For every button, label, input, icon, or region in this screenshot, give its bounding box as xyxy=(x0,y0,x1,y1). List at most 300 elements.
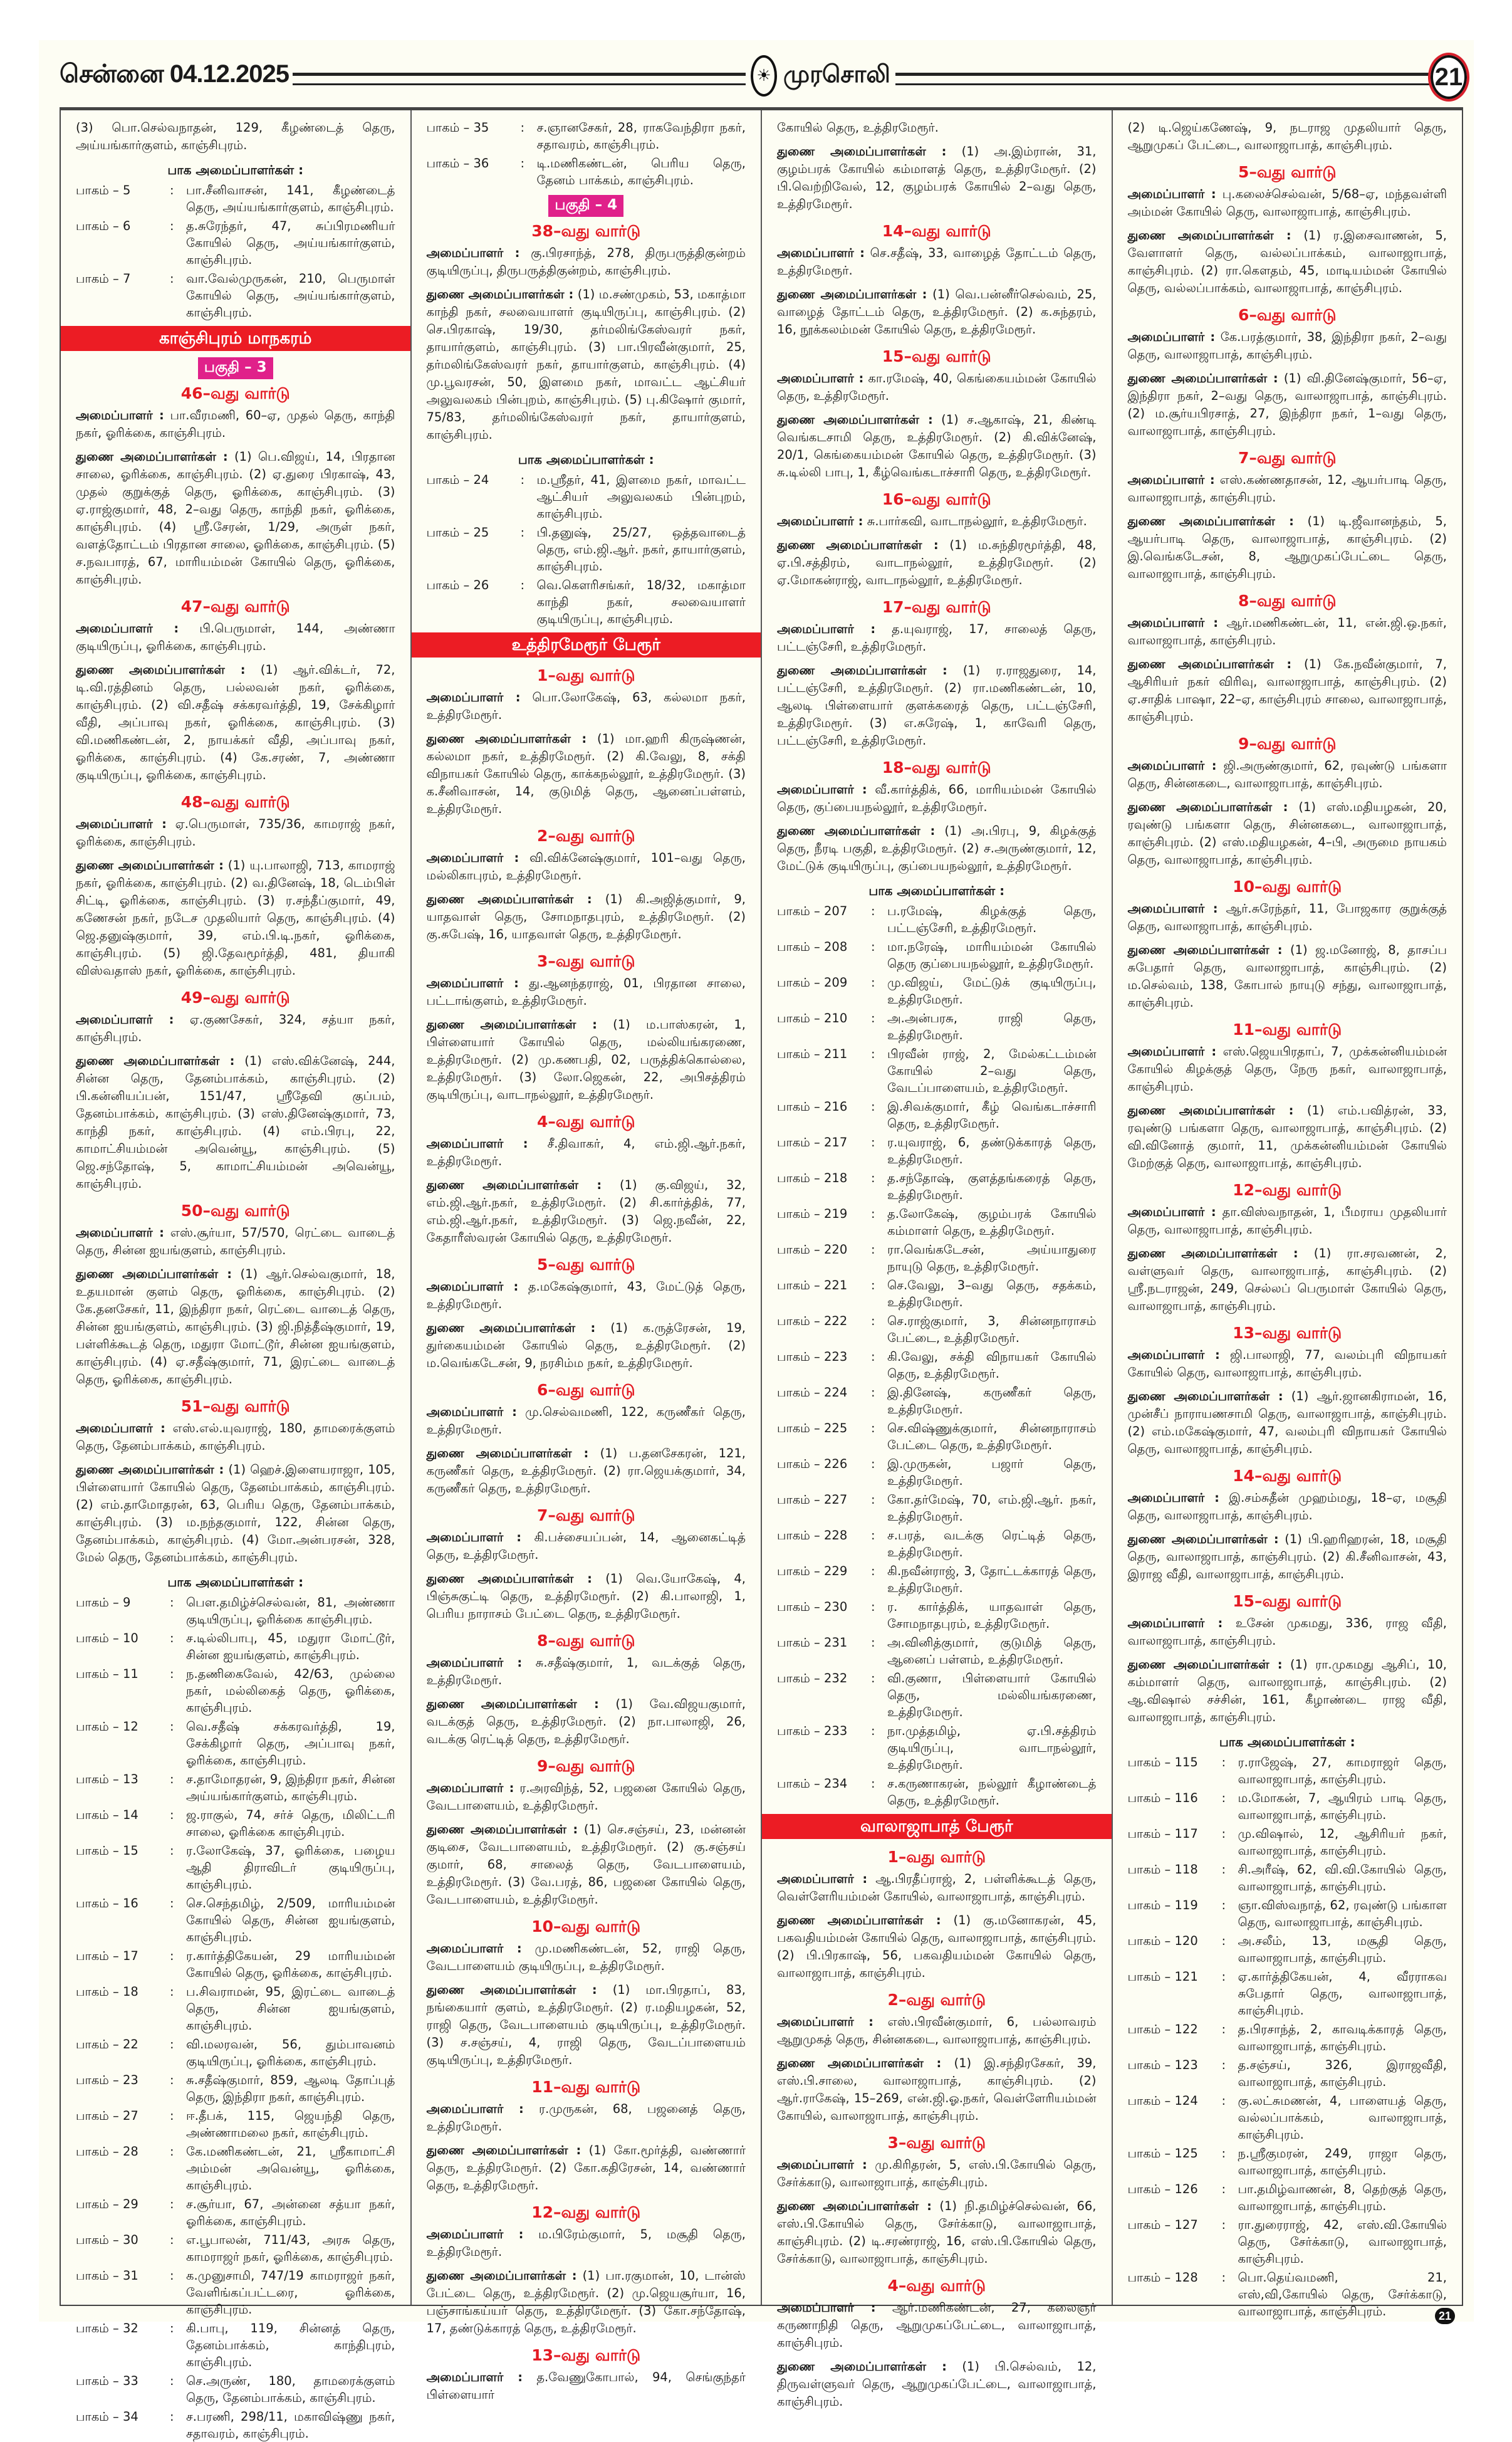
masthead xyxy=(60,55,1469,97)
division-tag: பகுதி – 3 xyxy=(198,357,273,379)
booth-number: பாகம் – 5 xyxy=(76,183,131,197)
organiser-entry xyxy=(1128,799,1447,869)
ward-heading: 2–வது வார்டு xyxy=(887,1991,986,2009)
entry-label: துணை அமைப்பாளர்கள் : xyxy=(426,1321,596,1335)
separator: : xyxy=(1221,2146,1226,2161)
ward-heading: 8–வது வார்டு xyxy=(536,1632,635,1650)
booth-entry xyxy=(777,1384,1097,1418)
booth-number: பாகம் – 120 xyxy=(1127,1934,1198,1948)
entry-label: அமைப்பாளர் : xyxy=(1127,473,1215,487)
entry-label: அமைப்பாளர் : xyxy=(426,246,520,260)
entry-text: (1) ரா.சரவணன், 2, வள்ளுவர் தெரு, வாலாஜாபாத், காஞ்சிபுரம். (2) ஸ்ரீ.நடராஜன், 249, செல்லப் பெருமாள் கோயில் தெரு, வாலாஜாபாத், காஞ்சிபுரம். xyxy=(1127,1246,1447,1313)
booth-entry xyxy=(76,1718,395,1769)
ward-heading: 11–வது வார்டு xyxy=(531,2078,641,2096)
booth-entry xyxy=(1128,1754,1447,1788)
separator: : xyxy=(170,2233,174,2247)
separator: : xyxy=(871,1671,875,1685)
separator: : xyxy=(1221,2022,1226,2036)
booth-organiser: பிரவீன் ராஜ், 2, மேல்கட்டம்மன் கோயில் 2–வது தெரு, வேடப்பாளையம், உத்திரமேரூர். xyxy=(887,1047,1097,1095)
booth-organiser: ச.தாமோதரன், 9, இந்திரா நகர், சின்ன அய்யங்கார்குளம், காஞ்சிபுரம். xyxy=(186,1772,395,1803)
entry-label: அமைப்பாளர் : xyxy=(426,690,521,705)
booth-number: பாகம் – 28 xyxy=(76,2144,138,2159)
organiser-entry xyxy=(1128,227,1447,297)
entry-text: உசேன் முகமது, 336, ராஜ வீதி, வாலாஜாபாத், காஞ்சிபுரம். xyxy=(1127,1616,1447,1648)
organiser-entry xyxy=(777,781,1097,816)
organiser-entry xyxy=(427,2100,746,2135)
separator: : xyxy=(170,219,174,233)
ward-heading: 3–வது வார்டு xyxy=(887,2134,986,2152)
booth-organiser: ந.ஸ்ரீகுமரன், 249, ராஜா தெரு, வாலாஜாபாத், காஞ்சிபுரம். xyxy=(1238,2146,1447,2177)
column-1 xyxy=(61,110,412,2441)
organiser-entry xyxy=(1128,656,1447,726)
separator: : xyxy=(1221,2270,1226,2285)
separator: : xyxy=(871,975,875,990)
booth-organiser: த.சந்தோஷ், குளத்தங்கரைத் தெரு, உத்திரமேரூர். xyxy=(887,1171,1097,1202)
entry-text: (1) ப.தனசேகரன், 121, கருணீகர் தெரு, உத்திரமேரூர். (2) ரா.ஜெயக்குமார், 34, கருணீகர் தெரு, உத்திரமேரூர். xyxy=(426,1446,746,1496)
ward-heading: 49–வது வார்டு xyxy=(180,988,290,1007)
entry-text: (1) யு.பாலாஜி, 713, காமராஜ் நகர், ஓரிக்கை, காஞ்சிபுரம். (2) வ.தினேஷ், 18, டெம்பிள் சிட்டி, ஓரிக்கை, காஞ்சிபுரம். (3) ர.சந்தீப்குமார், 49, கணேசன் நகர், நடேச முதலியார் தெரு, காஞ்சிபுரம். (4) ஜெ.தனுஷ்குமார், 39, எம்.பி.டி.நகர், ஓரிக்கை, காஞ்சிபுரம். (5) ஜி.தேவமூர்த்தி, 481, தியாகி விஸ்வதாஸ் நகர், ஓரிக்கை, காஞ்சிபுரம். xyxy=(76,858,395,978)
organiser-entry xyxy=(427,1529,746,1564)
booth-entry xyxy=(76,2143,395,2194)
organiser-entry xyxy=(427,244,746,280)
organiser-entry xyxy=(777,143,1097,213)
entry-text: (1) அ.பிரபு, 9, கிழக்குத் தெரு, நீரடி பகுதி, உத்திரமேரூர். (2) ச.அருண்குமார், 12, மேட்டுக் குடியிருப்பு, குப்பையநல்லூர், உத்திரமேரூர். xyxy=(777,824,1097,873)
footer-page-number: 21 xyxy=(1435,2308,1455,2324)
entry-label: துணை அமைப்பாளர்கள் : xyxy=(777,663,947,678)
entry-text: (1) கோ.மூர்த்தி, வண்ணார் தெரு, உத்திரமேரூர். (2) கோ.கதிரேசன், 14, வண்ணார் தெரு, உத்திரமேரூர். xyxy=(426,2143,746,2193)
ward-heading: 10–வது வார்டு xyxy=(1233,878,1342,896)
separator: : xyxy=(871,1314,875,1328)
subheading-booth-organisers: பாக அமைப்பாளர்கள் : xyxy=(868,883,1005,898)
booth-entry xyxy=(76,1665,395,1716)
ward-heading: 47–வது வார்டு xyxy=(180,597,290,616)
booth-number: பாகம் – 30 xyxy=(76,2233,138,2247)
booth-organiser: கு.லட்சுமணன், 4, பாளையத் தெரு, வல்லப்பாக்கம், வாலாஜாபாத், காஞ்சிபுரம். xyxy=(1238,2094,1447,2142)
booth-organiser: ரா.வெங்கடேசன், அய்யாதுரை நாயுடு தெரு, உத்திரமேரூர். xyxy=(887,1242,1097,1274)
booth-entry xyxy=(777,1527,1097,1561)
ward-heading: 8–வது வார்டு xyxy=(1238,592,1337,610)
organiser-entry xyxy=(777,286,1097,338)
booth-organiser: பா.சீனிவாசன், 141, கீழண்டைத் தெரு, அய்யங்கார்குளம், காஞ்சிபுரம். xyxy=(186,183,395,214)
entry-label: அமைப்பாளர் : xyxy=(777,2300,876,2315)
booth-organiser: கோ.தர்மேஷ், 70, எம்.ஜி.ஆர். நகர், உத்திரமேரூர். xyxy=(887,1492,1097,1524)
ward-heading: 1–வது வார்டு xyxy=(887,1848,986,1866)
booth-organiser: ர. கார்த்திக், யாதவாள் தெரு, சோமநாதபுரம், உத்திரமேரூர். xyxy=(887,1600,1097,1631)
organiser-entry xyxy=(427,1135,746,1170)
ward-heading: 18–வது வார்டு xyxy=(882,758,991,777)
booth-organiser: வா.வேல்முருகன், 210, பெருமாள் கோயில் தெரு, அய்யங்கார்குளம், காஞ்சிபுரம். xyxy=(186,271,395,320)
entry-label: அமைப்பாளர் : xyxy=(426,1941,522,1956)
separator: : xyxy=(170,1896,174,1910)
booth-number: பாகம் – 232 xyxy=(777,1671,848,1685)
booth-organiser: ச.பரத், வடக்கு ரெட்டித் தெரு, உத்திரமேரூர். xyxy=(887,1528,1097,1559)
booth-organiser: ச.டில்லிபாபு, 45, மதுரா மோட்டூர், சின்ன ஐயங்குளம், காஞ்சிபுரம். xyxy=(186,1631,395,1662)
entry-label: அமைப்பாளர் : xyxy=(426,1655,523,1670)
entry-text: (1) செ.சஞ்சய், 23, மன்னன் குடிசை, வேடபாளையம், உத்திரமேரூர். (2) கு.சஞ்சய் குமார், 68, சாலைத் தெரு, வேடபாளையம், உத்திரமேரூர். (3) வே.பரத், 86, பஜனை கோயில் தெரு, வேடபாளையம், உத்திரமேரூர். xyxy=(426,1822,746,1907)
booth-entry xyxy=(76,2372,395,2406)
entry-label: துணை அமைப்பாளர்கள் : xyxy=(1127,1532,1279,1546)
ward-heading: 11–வது வார்டு xyxy=(1233,1020,1342,1039)
paragraph: (3) பொ.செல்வநாதன், 129, கீழண்டைத் தெரு, அய்யங்கார்குளம், காஞ்சிபுரம். xyxy=(76,120,395,152)
booth-entry xyxy=(777,1170,1097,1203)
booth-organiser: மு.விஜய், மேட்டுக் குடியிருப்பு, உத்திரமேரூர். xyxy=(887,975,1097,1007)
separator: : xyxy=(871,1135,875,1150)
organiser-entry xyxy=(76,1011,395,1046)
page-number-badge: 21 xyxy=(1428,53,1469,102)
ward-heading: 15–வது வார்டு xyxy=(1233,1592,1342,1610)
entry-text: (1) வே.விஜயகுமார், வடக்குத் தெரு, உத்திரமேரூர். (2) நா.பாலாஜி, 26, வடக்கு ரெட்டித் தெரு, உத்திரமேரூர். xyxy=(426,1697,746,1746)
paragraph: (2) டி.ஜெய்கணேஷ், 9, நடராஜ முதலியார் தெரு, ஆறுமுகப் பேட்டை, வாலாஜாபாத், காஞ்சிபுரம். xyxy=(1127,120,1447,152)
booth-entry xyxy=(777,1205,1097,1239)
ward-heading: 46–வது வார்டு xyxy=(180,384,290,402)
entry-label: துணை அமைப்பாளர்கள் : xyxy=(426,892,592,906)
booth-number: பாகம் – 35 xyxy=(426,120,489,135)
separator: : xyxy=(170,183,174,197)
entry-label: அமைப்பாளர் : xyxy=(777,514,863,528)
separator: : xyxy=(170,2073,174,2087)
entry-text: (1) ச.ஆகாஷ், 21, கிண்டி வெங்கடசாமி தெரு, உத்திரமேரூர். (2) கி.விக்னேஷ், 20/1, கெங்கையம்மன் கோயில் தெரு, உத்திரமேரூர். (3) சு.டில்லி பாபு, 1, கீழ்வெங்கடாச்சாரி தெரு, உத்திரமேரூர். xyxy=(777,412,1097,479)
booth-entry xyxy=(427,577,746,627)
booth-number: பாகம் – 13 xyxy=(76,1772,138,1786)
entry-text: ஆர்.மணிகண்டன், 27, கலைஞர் கருணாநிதி தெரு, ஆறுமுகப்பேட்டை, வாலாஜாபாத், காஞ்சிபுரம். xyxy=(777,2300,1097,2350)
entry-label: அமைப்பாளர் : xyxy=(1127,1348,1220,1362)
entry-label: துணை அமைப்பாளர்கள் : xyxy=(426,1178,602,1192)
entry-text: (1) ர.ராஜதுரை, 14, பட்டஞ்சேரி, உத்திரமேரூர். (2) ரா.மணிகண்டன், 10, ஆலடி பிள்ளையார் குளக்கரைத் தெரு, பட்டஞ்சேரி, உத்திரமேரூர். (3) எ.சுரேஷ், 1, காவேரி தெரு, பட்டஞ்சேரி, உத்திரமேரூர். xyxy=(777,663,1097,748)
entry-label: துணை அமைப்பாளர்கள் : xyxy=(76,1054,235,1068)
booth-number: பாகம் – 222 xyxy=(777,1314,848,1328)
entry-text: (1) ஆர்.விக்டர், 72, டி.வி.ரத்தினம் தெரு, பல்லவன் நகர், ஓரிக்கை, காஞ்சிபுரம். (2) வி.சதீஷ் சக்கரவர்த்தி, 19, சேக்கிழார் வீதி, அப்பாவு நகர், ஓரிக்கை, காஞ்சிபுரம். (3) வி.மணிகண்டன், 2, நாயக்கர் வீதி, அப்பாவு நகர், ஓரிக்கை, காஞ்சிபுரம். (4) கே.சரண், 7, அண்ணா குடியிருப்பு, ஓரிக்கை, காஞ்சிபுரம். xyxy=(76,663,395,782)
organiser-entry xyxy=(427,1821,746,1909)
entry-text: (1) பா.ரகுமான், 10, டான்ஸ் பேட்டை தெரு, உத்திரமேரூர். (2) மு.ஜெயசூர்யா, 16, பஞ்சாங்கய்யர் தெரு, உத்திரமேரூர். (3) கோ.சந்தோஷ், 17, தண்டுக்காரத் தெரு, உத்திரமேரூர். xyxy=(426,2268,746,2335)
separator: : xyxy=(871,1207,875,1221)
booth-entry xyxy=(427,524,746,575)
entry-label: அமைப்பாளர் : xyxy=(1127,1491,1219,1505)
ward-heading: 12–வது வார்டு xyxy=(531,2203,641,2221)
booth-organiser: ர.யுவராஜ், 6, தண்டுக்காரத் தெரு, உத்திரமேரூர். xyxy=(887,1135,1097,1166)
organiser-entry xyxy=(1128,941,1447,1012)
booth-organiser: செ.செந்தமிழ், 2/509, மாரியம்மன் கோயில் தெரு, சின்ன ஐயங்குளம், காஞ்சிபுரம். xyxy=(186,1896,395,1944)
booth-entry xyxy=(777,1277,1097,1311)
organiser-entry xyxy=(1128,900,1447,935)
ward-heading: 1–வது வார்டு xyxy=(536,666,635,684)
entry-text: செ.சதீஷ், 33, வாழைத் தோட்டம் தெரு, உத்திரமேரூர். xyxy=(777,246,1097,278)
organiser-entry xyxy=(777,2156,1097,2191)
booth-organiser: கி.நவீன்ராஜ், 3, தோட்டக்காரத் தெரு, உத்திரமேரூர். xyxy=(887,1564,1097,1595)
entry-text: (1) ரா.முகமது ஆசிப், 10, கம்மாளர் தெரு, வாலாஜாபாத், காஞ்சிபுரம். (2) ஆ.விஷால் சச்சின், 161, கீழாண்டை ராஜ வீதி, வாலாஜாபாத், காஞ்சிபுரம். xyxy=(1127,1657,1447,1724)
booth-entry xyxy=(777,1598,1097,1632)
booth-entry xyxy=(777,1670,1097,1721)
booth-organiser: த.பிரசாந்த், 2, காவடிக்காரத் தெரு, வாலாஜாபாத், காஞ்சிபுரம். xyxy=(1238,2022,1447,2053)
booth-number: பாகம் – 23 xyxy=(76,2073,138,2087)
entry-text: ர.முருகன், 68, பஜனைத் தெரு, உத்திரமேரூர். xyxy=(426,2102,746,2134)
entry-label: துணை அமைப்பாளர்கள் : xyxy=(777,287,927,301)
booth-number: பாகம் – 36 xyxy=(426,156,489,170)
organiser-entry xyxy=(1128,1245,1447,1315)
entry-label: துணை அமைப்பாளர்கள் : xyxy=(426,2143,581,2157)
ward-heading: 9–வது வார்டு xyxy=(1238,735,1337,753)
entry-text: எஸ்.கண்ணதாசன், 12, ஆயர்பாடி தெரு, வாலாஜாபாத், காஞ்சிபுரம். xyxy=(1127,473,1447,505)
entry-label: துணை அமைப்பாளர்கள் : xyxy=(1127,1103,1294,1118)
booth-entry xyxy=(777,1348,1097,1382)
separator: : xyxy=(170,2197,174,2211)
separator: : xyxy=(871,1242,875,1257)
ward-heading: 9–வது வார்டு xyxy=(536,1757,635,1775)
organiser-entry xyxy=(76,1461,395,1566)
entry-text: கா.ரமேஷ், 40, கெங்கையம்மன் கோயில் தெரு, உத்திரமேரூர். xyxy=(777,371,1097,403)
organiser-entry xyxy=(427,1940,746,1975)
entry-label: துணை அமைப்பாளர்கள் : xyxy=(777,1913,941,1927)
booth-number: பாகம் – 22 xyxy=(76,2037,138,2052)
separator: : xyxy=(871,940,875,954)
organiser-entry xyxy=(427,2369,746,2404)
booth-entry xyxy=(1128,2145,1447,2179)
booth-organiser: வி.குணா, பிள்ளையார் கோயில் தெரு, மல்லியங்கரணை, உத்திரமேரூர். xyxy=(887,1671,1097,1719)
entry-label: அமைப்பாளர் : xyxy=(426,1136,528,1151)
entry-text: (1) ஜ.மனோஜ், 8, தாசப்ப சுபேதார் தெரு, வாலாஜாபாத், காஞ்சிபுரம். (2) ம.செல்வம், 138, கோபால் நாயுடு சந்து, வாலாஜாபாத், காஞ்சிபுரம். xyxy=(1127,943,1447,1010)
booth-entry xyxy=(76,2267,395,2318)
booth-organiser: எ.பூபாலன், 711/43, அரசு தெரு, காமராஜர் நகர், ஓரிக்கை, காஞ்சிபுரம். xyxy=(186,2233,395,2264)
entry-label: அமைப்பாளர் : xyxy=(426,1781,514,1795)
entry-label: துணை அமைப்பாளர்கள் : xyxy=(76,858,224,873)
organiser-entry xyxy=(777,2198,1097,2268)
organiser-entry xyxy=(777,513,1097,530)
organiser-entry xyxy=(427,689,746,724)
organiser-entry xyxy=(1128,1102,1447,1172)
ward-heading: 51–வது வார்டு xyxy=(180,1397,290,1415)
organiser-entry xyxy=(777,537,1097,589)
separator: : xyxy=(170,1667,174,1681)
booth-number: பாகம் – 122 xyxy=(1127,2022,1198,2036)
booth-entry xyxy=(1128,2181,1447,2214)
separator: : xyxy=(871,1492,875,1507)
entry-text: எஸ்.எல்.யுவராஜ், 180, தாமரைக்குளம் தெரு, தேனம்பாக்கம், காஞ்சிபுரம். xyxy=(76,1421,395,1453)
entry-label: அமைப்பாளர் : xyxy=(777,2015,873,2029)
organiser-entry xyxy=(427,1695,746,1748)
booth-organiser: வெ.சதீஷ் சக்கரவர்த்தி, 19, சேக்கிழார் தெரு, அப்பாவு நகர், ஓரிக்கை, காஞ்சிபுரம். xyxy=(186,1719,395,1768)
separator: : xyxy=(170,2037,174,2052)
booth-number: பாகம் – 18 xyxy=(76,1984,138,1999)
entry-label: அமைப்பாளர் : xyxy=(76,817,167,831)
organiser-entry xyxy=(427,1779,746,1815)
organiser-entry xyxy=(427,849,746,884)
booth-organiser: அ.சலீம், 13, மசூதி தெரு, வாலாஜாபாத், காஞ்சிபுரம். xyxy=(1238,1934,1447,1965)
entry-label: துணை அமைப்பாளர்கள் : xyxy=(426,1017,597,1032)
booth-number: பாகம் – 223 xyxy=(777,1349,848,1364)
entry-label: அமைப்பாளர் : xyxy=(76,621,179,636)
entry-label: துணை அமைப்பாளர்கள் : xyxy=(76,449,228,464)
organiser-entry xyxy=(1128,1388,1447,1458)
separator: : xyxy=(1221,1791,1226,1805)
ward-heading: 14–வது வார்டு xyxy=(882,222,991,240)
entry-text: து.ஆனந்தராஜ், 01, பிரதான சாலை, பட்டாங்குளம், உத்திரமேரூர். xyxy=(426,976,746,1008)
separator: : xyxy=(520,525,525,540)
booth-organiser: த.சஞ்சய், 326, இராஜவீதி, வாலாஜாபாத், காஞ்சிபுரம். xyxy=(1238,2058,1447,2089)
booth-organiser: இ.சிவக்குமார், கீழ் வெங்கடாச்சாரி தெரு, உத்திரமேரூர். xyxy=(887,1099,1097,1131)
booth-entry xyxy=(777,1634,1097,1668)
entry-label: அமைப்பாளர் : xyxy=(1127,330,1216,344)
booth-number: பாகம் – 218 xyxy=(777,1171,848,1185)
separator: : xyxy=(871,1278,875,1292)
booth-number: பாகம் – 33 xyxy=(76,2374,138,2388)
booth-entry xyxy=(76,182,395,216)
entry-label: துணை அமைப்பாளர்கள் : xyxy=(426,1983,597,1997)
booth-entry xyxy=(76,2036,395,2070)
entry-label: துணை அமைப்பாளர்கள் : xyxy=(1127,371,1278,385)
ward-heading: 4–வது வார்டு xyxy=(887,2277,986,2295)
entry-text: (1) ஆர்.ஜானகிராமன், 16, முன்சீப் நாராயணசாமி தெரு, வாலாஜாபாத், காஞ்சிபுரம். (2) எம்.மகேஷ்குமார், 47, வலம்புரி விநாயகர் கோயில் தெரு, வாலாஜாபாத், காஞ்சிபுரம். xyxy=(1127,1389,1447,1456)
entry-label: துணை அமைப்பாளர்கள் : xyxy=(426,1571,592,1586)
entry-text: (1) எஸ்.மதியழகன், 20, ரவுண்டு பங்களா தெரு, சின்னகடை, வாலாஜாபாத், காஞ்சிபுரம். (2) எஸ்.மதியழகன், 4–பி, அருமை நாயகம் தெரு, வாலாஜாபாத், காஞ்சிபுரம். xyxy=(1127,800,1447,867)
booth-organiser: பொ.தெய்வமணி, 21, எஸ்,வி,கோயில் தெரு, சேர்க்காடு, வாலாஜாபாத், காஞ்சிபுரம். xyxy=(1238,2270,1447,2319)
ward-heading: 6–வது வார்டு xyxy=(1238,306,1337,324)
ward-heading: 12–வது வார்டு xyxy=(1233,1181,1342,1199)
booth-entry xyxy=(1128,1897,1447,1931)
entry-text: (1) ஹெச்.இளையராஜா, 105, பிள்ளையார் கோயில் தெரு, தேனம்பாக்கம், காஞ்சிபுரம். (2) எம்.தாமோதரன், 63, பெரிய தெரு, தேனம்பாக்கம், காஞ்சிபுரம். (3) ம.நந்தகுமார், 122, சின்ன தெரு, தேனம்பாக்கம், காஞ்சிபுரம். (4) மோ.அன்பரசன், 328, மேல் தெரு, தேனம்பாக்கம், காஞ்சிபுரம். xyxy=(76,1462,395,1564)
entry-label: துணை அமைப்பாளர்கள் : xyxy=(1127,514,1294,528)
separator: : xyxy=(1221,2094,1226,2108)
booth-number: பாகம் – 221 xyxy=(777,1278,848,1292)
booth-number: பாகம் – 124 xyxy=(1127,2094,1198,2108)
separator: : xyxy=(871,1171,875,1185)
organiser-entry xyxy=(777,1912,1097,1982)
separator: : xyxy=(170,2374,174,2388)
booth-entry xyxy=(777,1455,1097,1489)
entry-label: அமைப்பாளர் : xyxy=(1127,616,1219,630)
booth-organiser: ச.பரணி, 298/11, மகாவிஷ்ணு நகர், சதாவரம், காஞ்சிபுரம். xyxy=(186,2409,395,2441)
organiser-entry xyxy=(1128,1615,1447,1650)
entry-label: அமைப்பாளர் : xyxy=(426,976,519,990)
entry-text: ஜி.அருண்குமார், 62, ரவுண்டு பங்களா தெரு, சின்னகடை, வாலாஜாபாத், காஞ்சிபுரம். xyxy=(1127,758,1447,790)
booth-number: பாகம் – 12 xyxy=(76,1719,138,1734)
entry-text: சீ.திவாகர், 4, எம்.ஜி.ஆர்.நகர், உத்திரமேரூர். xyxy=(426,1136,746,1168)
ward-heading: 48–வது வார்டு xyxy=(180,793,290,811)
booth-entry xyxy=(76,1895,395,1946)
organiser-entry xyxy=(1128,513,1447,583)
booth-number: பாகம் – 115 xyxy=(1127,1755,1198,1769)
entry-label: துணை அமைப்பாளர்கள் : xyxy=(777,2056,942,2070)
entry-text: சு.பார்கவி, வாடாநல்லூர், உத்திரமேரூர். xyxy=(867,514,1087,528)
entry-text: (1) வெ.பன்னீர்செல்வம், 25, வாழைத் தோட்டம் தெரு, உத்திரமேரூர். (2) க.சுந்தரம், 16, நூக்கலம்மன் கோயில் தெரு, உத்திரமேரூர். xyxy=(777,287,1097,337)
entry-label: துணை அமைப்பாளர்கள் : xyxy=(426,731,587,746)
ward-heading: 7–வது வார்டு xyxy=(1238,449,1337,467)
entry-label: அமைப்பாளர் : xyxy=(777,782,867,797)
section-banner: உத்திரமேரூர் பேரூர் xyxy=(412,632,761,658)
division-label xyxy=(76,357,395,379)
booth-number: பாகம் – 27 xyxy=(76,2109,138,2123)
organiser-entry xyxy=(777,244,1097,280)
organiser-entry xyxy=(1128,370,1447,440)
entry-label: துணை அமைப்பாளர்கள் : xyxy=(76,1462,224,1477)
organiser-entry xyxy=(427,1278,746,1313)
organiser-entry xyxy=(427,1319,746,1372)
organiser-entry xyxy=(427,1016,746,1104)
booth-organiser: கி.வேலு, சக்தி விநாயகர் கோயில் தெரு, உத்திரமேரூர். xyxy=(887,1349,1097,1381)
separator: : xyxy=(871,1047,875,1061)
booth-organiser: க.முனுசாமி, 747/19 காமராஜர் நகர், வேளிங்கப்பட்டரை, ஓரிக்கை, காஞ்சிபுரம். xyxy=(186,2268,395,2317)
booth-entry xyxy=(1128,2269,1447,2320)
ward-heading: 15–வது வார்டு xyxy=(882,347,991,365)
subheading-booth-organisers: பாக அமைப்பாளர்கள் : xyxy=(518,452,654,467)
subheading-booth-organisers: பாக அமைப்பாளர்கள் : xyxy=(167,1575,304,1590)
booth-number: பாகம் – 29 xyxy=(76,2197,138,2211)
entry-text: மு.மணிகண்டன், 52, ராஜி தெரு, வேடபாளையம் குடியிருப்பு, உத்திரமேரூர். xyxy=(426,1941,746,1973)
paper-logo xyxy=(746,55,895,97)
booth-number: பாகம் – 216 xyxy=(777,1099,848,1114)
organiser-entry xyxy=(1128,1203,1447,1239)
booth-number: பாகம் – 228 xyxy=(777,1528,848,1543)
edition-date: சென்னை 04.12.2025 xyxy=(60,60,293,92)
booth-organiser: செ.அருண், 180, தாமரைக்குளம் தெரு, தேனம்பாக்கம், காஞ்சிபுரம். xyxy=(186,2374,395,2405)
organiser-entry xyxy=(777,2299,1097,2352)
entry-label: துணை அமைப்பாளர்கள் : xyxy=(1127,228,1291,243)
entry-text: ஏ.பெருமாள், 735/36, காமராஜ் நகர், ஓரிக்கை, காஞ்சிபுரம். xyxy=(76,817,395,849)
booth-entry xyxy=(76,1947,395,1981)
organiser-entry xyxy=(76,1052,395,1193)
booth-number: பாகம் – 31 xyxy=(76,2268,138,2283)
entry-text: வி.விக்னேஷ்குமார், 101–வது தெரு, மல்லிகாபுரம், உத்திரமேரூர். xyxy=(426,851,746,883)
entry-text: (1) எஸ்.விக்னேஷ், 244, சின்ன தெரு, தேனம்பாக்கம், காஞ்சிபுரம். (2) பி.கன்னியப்பன், 151/47, ஸ்ரீதேவி குப்பம், தேனம்பாக்கம், காஞ்சிபுரம். (3) எஸ்.தினேஷ்குமார், 73, காந்தி நகர், காஞ்சிபுரம். (4) எம்.பிரபு, 22, காமாட்சியம்மன் அவென்யூ, காஞ்சிபுரம். (5) ஜெ.சந்தோஷ், 5, காமாட்சியம்மன் அவென்யூ, காஞ்சிபுரம். xyxy=(76,1054,395,1191)
booth-organiser: இ.முருகன், பஜார் தெரு, உத்திரமேரூர். xyxy=(887,1457,1097,1488)
separator: : xyxy=(1221,1862,1226,1877)
booth-entry xyxy=(76,270,395,321)
entry-label: அமைப்பாளர் : xyxy=(1127,187,1216,201)
entry-label: அமைப்பாளர் : xyxy=(777,1872,868,1886)
booth-organiser: வி.மலரவன், 56, தும்பாவனம் குடியிருப்பு, ஓரிக்கை, காஞ்சிபுரம். xyxy=(186,2037,395,2068)
booth-number: பாகம் – 207 xyxy=(777,904,848,918)
entry-label: துணை அமைப்பாளர்கள் : xyxy=(426,1822,578,1837)
entry-label: அமைப்பாளர் : xyxy=(777,246,865,260)
booth-entry xyxy=(76,217,395,268)
entry-text: பி.பெருமாள், 144, அண்ணா குடியிருப்பு, ஓரிக்கை, காஞ்சிபுரம். xyxy=(76,621,395,653)
entry-text: (1) ம.பாஸ்கரன், 1, பிள்ளையார் கோயில் தெரு, மல்லியங்கரணை, உத்திரமேரூர். (2) மு.கணபதி, 02, பருத்திக்கொல்லை, உத்திரமேரூர். (3) லோ.ஜெகன், 22, அபிசத்திரம் குடியிருப்பு, வாடாநல்லூர், உத்திரமேரூர். xyxy=(426,1017,746,1102)
section-banner: காஞ்சிபுரம் மாநகரம் xyxy=(61,326,410,351)
subheading-booth-organisers: பாக அமைப்பாளர்கள் : xyxy=(1219,1734,1355,1749)
entry-text: எஸ்.பிரவீன்குமார், 6, பல்லாவரம் ஆறுமுகத் தெரு, சின்னகடை, வாலாஜாபாத், காஞ்சிபுரம். xyxy=(777,2015,1097,2046)
booth-number: பாகம் – 15 xyxy=(76,1843,138,1858)
entry-text: மு.கிரிதரன், 5, எஸ்.பி.கோயில் தெரு, சேர்க்காடு, வாலாஜாபாத், காஞ்சிபுரம். xyxy=(777,2157,1097,2189)
entry-text: ஜி.பாலாஜி, 77, வலம்புரி விநாயகர் கோயில் தெரு, வாலாஜாபாத், காஞ்சிபுரம். xyxy=(1127,1348,1447,1380)
booth-entry xyxy=(1128,2021,1447,2055)
separator: : xyxy=(871,1457,875,1471)
ward-heading: 14–வது வார்டு xyxy=(1233,1467,1342,1485)
booth-organiser: கி.பாபு, 119, சின்னத் தெரு, தேனம்பாக்கம், காந்திபுரம், காஞ்சிபுரம். xyxy=(186,2321,395,2369)
ward-heading: 7–வது வார்டு xyxy=(536,1506,635,1524)
organiser-entry xyxy=(76,407,395,442)
booth-entry xyxy=(1128,2216,1447,2267)
article-columns xyxy=(60,107,1463,2441)
booth-number: பாகம் – 121 xyxy=(1127,1969,1198,1984)
organiser-entry xyxy=(427,286,746,444)
booth-number: பாகம் – 127 xyxy=(1127,2218,1198,2232)
ward-heading: 5–வது வார்டு xyxy=(536,1255,635,1274)
booth-organiser: ந.தணிகைவேல், 42/63, முல்லை நகர், மல்லிகைத் தெரு, ஓரிக்கை, காஞ்சிபுரம். xyxy=(186,1667,395,1715)
booth-number: பாகம் – 219 xyxy=(777,1207,848,1221)
entry-label: துணை அமைப்பாளர்கள் : xyxy=(1127,1389,1283,1403)
organiser-entry xyxy=(427,2267,746,2337)
separator: : xyxy=(170,271,174,286)
entry-label: அமைப்பாளர் : xyxy=(426,1405,517,1419)
separator: : xyxy=(170,1843,174,1858)
separator: : xyxy=(170,1595,174,1610)
entry-label: அமைப்பாளர் : xyxy=(1127,1205,1216,1219)
organiser-entry xyxy=(1128,1043,1447,1096)
booth-number: பாகம் – 231 xyxy=(777,1635,848,1650)
booth-entry xyxy=(1128,1861,1447,1895)
booth-entry xyxy=(777,1098,1097,1132)
ward-heading: 17–வது வார்டு xyxy=(882,598,991,616)
booth-number: பாகம் – 217 xyxy=(777,1135,848,1150)
entry-text: (1) எம்.பவித்ரன், 33, ரவுண்டு பங்களா தெரு, வாலாஜாபாத், காஞ்சிபுரம். (2) வி.வினோத் குமார், 11, முக்கன்னியம்மன் கோயில் மேற்குத் தெரு, வாலாஜாபாத், காஞ்சிபுரம். xyxy=(1127,1103,1447,1170)
